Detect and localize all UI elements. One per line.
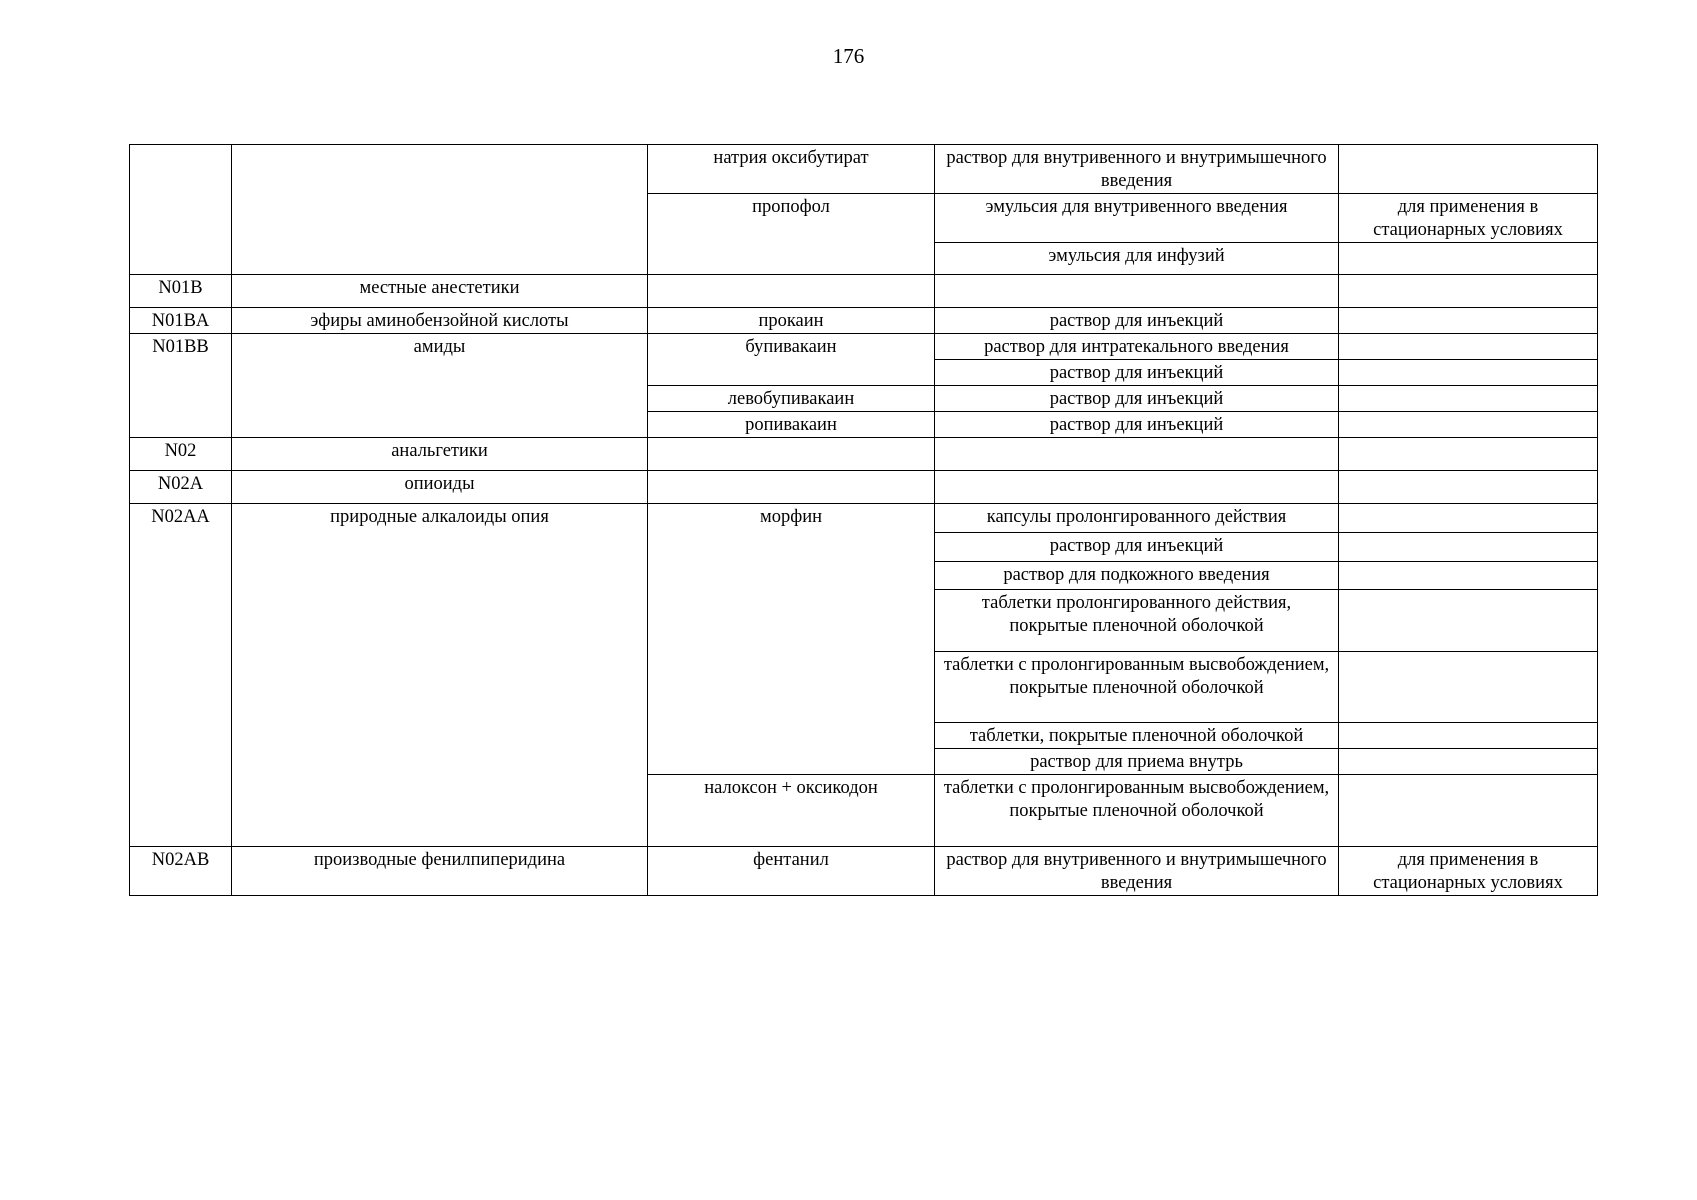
group-cell: опиоиды xyxy=(232,471,648,504)
drug-cell xyxy=(648,438,935,471)
code-cell: N02 xyxy=(130,438,232,471)
group-cell: производные фенилпиперидина xyxy=(232,847,648,896)
table-row xyxy=(130,308,1598,334)
drug-cell: бупивакаин xyxy=(648,334,935,386)
note-cell xyxy=(1339,360,1598,386)
note-cell xyxy=(1339,412,1598,438)
note-cell xyxy=(1339,145,1598,194)
group-cell: амиды xyxy=(232,334,648,438)
form-cell: раствор для интратекального введения xyxy=(935,334,1339,360)
note-cell xyxy=(1339,438,1598,471)
note-cell xyxy=(1339,562,1598,590)
table-row xyxy=(130,438,1598,471)
form-cell: эмульсия для внутривенного введения xyxy=(935,194,1339,243)
table-row xyxy=(130,334,1598,360)
page-number: 176 xyxy=(832,44,865,68)
code-cell: N01B xyxy=(130,275,232,308)
code-cell: N02A xyxy=(130,471,232,504)
code-cell: N01BB xyxy=(130,334,232,438)
table-row xyxy=(130,145,1598,194)
form-cell: раствор для внутривенного и внутримышечного введения xyxy=(935,145,1339,194)
form-cell: капсулы пролонгированного действия xyxy=(935,504,1339,533)
drug-cell: налоксон + оксикодон xyxy=(648,775,935,847)
group-cell: местные анестетики xyxy=(232,275,648,308)
table-row xyxy=(130,504,1598,533)
note-cell xyxy=(1339,471,1598,504)
drug-cell xyxy=(648,471,935,504)
drug-cell: морфин xyxy=(648,504,935,775)
form-cell: таблетки с пролонгированным высвобождением, покрытые пленочной оболочкой xyxy=(935,652,1339,723)
drug-cell: фентанил xyxy=(648,847,935,896)
form-cell: эмульсия для инфузий xyxy=(935,243,1339,275)
note-cell xyxy=(1339,749,1598,775)
note-cell: для применения в стационарных условиях xyxy=(1339,194,1598,243)
form-cell: раствор для инъекций xyxy=(935,308,1339,334)
note-cell xyxy=(1339,652,1598,723)
note-cell xyxy=(1339,723,1598,749)
form-cell: раствор для инъекций xyxy=(935,533,1339,562)
table-row xyxy=(130,471,1598,504)
note-cell xyxy=(1339,386,1598,412)
note-cell xyxy=(1339,243,1598,275)
form-cell: раствор для приема внутрь xyxy=(935,749,1339,775)
note-cell xyxy=(1339,590,1598,652)
group-cell: анальгетики xyxy=(232,438,648,471)
form-cell xyxy=(935,438,1339,471)
drug-cell: пропофол xyxy=(648,194,935,275)
code-cell xyxy=(130,145,232,275)
drug-cell: натрия оксибутират xyxy=(648,145,935,194)
note-cell xyxy=(1339,775,1598,847)
table-row xyxy=(130,847,1598,896)
note-cell xyxy=(1339,275,1598,308)
form-cell: раствор для внутривенного и внутримышечного введения xyxy=(935,847,1339,896)
form-cell: таблетки, покрытые пленочной оболочкой xyxy=(935,723,1339,749)
drug-cell xyxy=(648,275,935,308)
group-cell xyxy=(232,145,648,275)
note-cell xyxy=(1339,334,1598,360)
code-cell: N02AA xyxy=(130,504,232,847)
note-cell xyxy=(1339,504,1598,533)
form-cell: раствор для инъекций xyxy=(935,386,1339,412)
note-cell xyxy=(1339,533,1598,562)
drug-cell: левобупивакаин xyxy=(648,386,935,412)
drug-cell: прокаин xyxy=(648,308,935,334)
table-row xyxy=(130,275,1598,308)
form-cell xyxy=(935,471,1339,504)
code-cell: N01BA xyxy=(130,308,232,334)
group-cell: эфиры аминобензойной кислоты xyxy=(232,308,648,334)
form-cell: раствор для инъекций xyxy=(935,412,1339,438)
form-cell xyxy=(935,275,1339,308)
drug-cell: ропивакаин xyxy=(648,412,935,438)
form-cell: раствор для подкожного введения xyxy=(935,562,1339,590)
form-cell: раствор для инъекций xyxy=(935,360,1339,386)
note-cell: для применения в стационарных условиях xyxy=(1339,847,1598,896)
form-cell: таблетки пролонгированного действия, покрытые пленочной оболочкой xyxy=(935,590,1339,652)
group-cell: природные алкалоиды опия xyxy=(232,504,648,847)
drug-table xyxy=(129,144,1598,896)
code-cell: N02AB xyxy=(130,847,232,896)
form-cell: таблетки с пролонгированным высвобождением, покрытые пленочной оболочкой xyxy=(935,775,1339,847)
note-cell xyxy=(1339,308,1598,334)
